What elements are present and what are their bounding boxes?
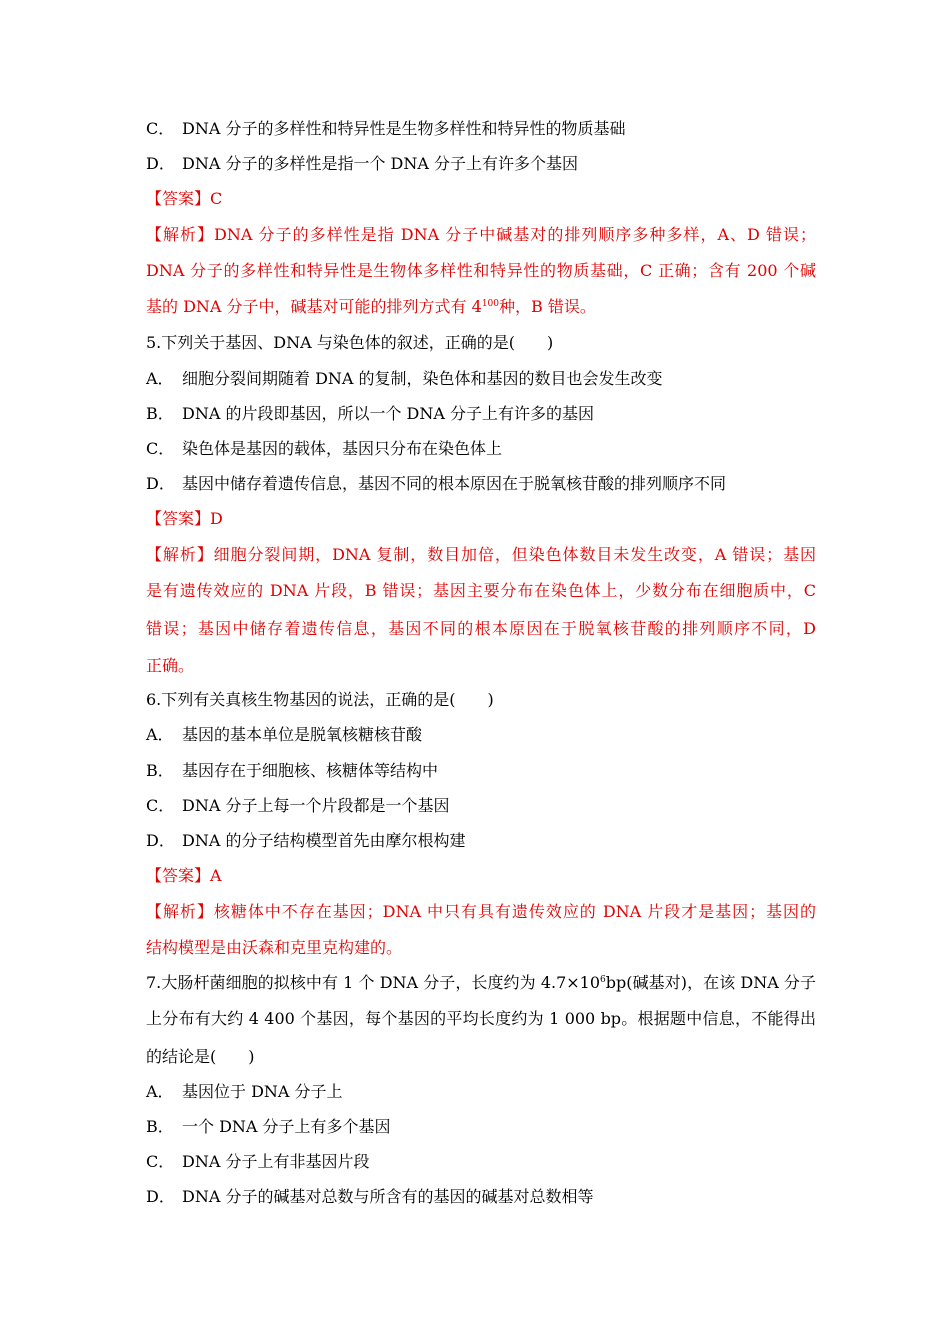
q7-stem-line-3: 的结论是( ): [146, 1047, 255, 1066]
analysis-text: 种，B 错误。: [499, 297, 596, 316]
q4-analysis-line-2: DNA 分子的多样性和特异性是生物体多样性和特异性的物质基础，C 正确；含有 200 个碱: [146, 261, 816, 280]
q4-option-c: [146, 119, 816, 139]
option-label: D．: [146, 831, 175, 850]
option-text: DNA 分子的多样性是指一个 DNA 分子上有许多个基因: [182, 154, 579, 173]
stem-text: bp(碱基对)，在该 DNA 分子: [605, 973, 816, 992]
q6-analysis-line-1: 【解析】核糖体中不存在基因；DNA 中只有具有遗传效应的 DNA 片段才是基因；基因的: [146, 902, 816, 921]
q5-analysis-line-1: 【解析】细胞分裂间期，DNA 复制，数目加倍，但染色体数目未发生改变，A 错误；基因: [146, 545, 816, 564]
q6-analysis-line-2: 结构模型是由沃森和克里克构建的。: [146, 938, 403, 957]
option-label: A．: [146, 369, 174, 388]
superscript: 100: [481, 299, 500, 309]
q5-analysis-line-3: 错误；基因中储存着遗传信息，基因不同的根本原因在于脱氧核苷酸的排列顺序不同，D: [146, 619, 816, 638]
q6-option-b: [146, 761, 816, 781]
stem-text: 7.大肠杆菌细胞的拟核中有 1 个 DNA 分子，长度约为 4.7×10: [146, 973, 601, 992]
superscript: 6: [600, 975, 606, 985]
option-label: C．: [146, 1152, 175, 1171]
q5-stem: 5.下列关于基因、DNA 与染色体的叙述，正确的是( ): [146, 333, 554, 352]
option-label: D．: [146, 154, 175, 173]
q6-stem: 6.下列有关真核生物基因的说法，正确的是( ): [146, 690, 494, 709]
option-text: DNA 分子的多样性和特异性是生物多样性和特异性的物质基础: [182, 119, 626, 138]
option-text: DNA 的分子结构模型首先由摩尔根构建: [182, 831, 466, 850]
option-text: 染色体是基因的载体，基因只分布在染色体上: [182, 439, 503, 458]
option-text: DNA 分子的碱基对总数与所含有的基因的碱基对总数相等: [182, 1187, 594, 1206]
option-label: C．: [146, 439, 175, 458]
analysis-text: 基的 DNA 分子中，碱基对可能的排列方式有 4: [146, 297, 482, 316]
q7-option-c: [146, 1152, 816, 1172]
option-label: B．: [146, 761, 174, 780]
q5-option-d: [146, 474, 816, 494]
q7-stem-line-2: 上分布有大约 4 400 个基因，每个基因的平均长度约为 1 000 bp。根据题中信息，不能得出: [146, 1009, 816, 1028]
option-text: DNA 分子上每一个片段都是一个基因: [182, 796, 450, 815]
q4-analysis-line-3: [146, 297, 816, 317]
option-text: 基因的基本单位是脱氧核糖核苷酸: [182, 725, 423, 744]
option-text: DNA 分子上有非基因片段: [182, 1152, 370, 1171]
q5-analysis-line-2: 是有遗传效应的 DNA 片段，B 错误；基因主要分布在染色体上，少数分布在细胞质中，C: [146, 581, 816, 600]
q6-option-c: [146, 796, 816, 816]
q4-option-d: [146, 154, 816, 174]
q6-answer: 【答案】A: [146, 866, 222, 885]
q7-option-d: [146, 1187, 816, 1207]
q4-analysis-line-1: 【解析】DNA 分子的多样性是指 DNA 分子中碱基对的排列顺序多种多样，A、D 错误；: [146, 225, 816, 244]
q7-option-b: [146, 1117, 816, 1137]
option-label: B．: [146, 404, 174, 423]
option-text: 细胞分裂间期随着 DNA 的复制，染色体和基因的数目也会发生改变: [182, 369, 663, 388]
option-label: D．: [146, 474, 175, 493]
q5-option-c: [146, 439, 816, 459]
option-text: 基因位于 DNA 分子上: [182, 1082, 343, 1101]
q4-answer: 【答案】C: [146, 189, 223, 208]
q5-analysis-line-4: 正确。: [146, 656, 195, 675]
option-label: A．: [146, 1082, 174, 1101]
option-label: C．: [146, 796, 175, 815]
option-text: 基因中储存着遗传信息，基因不同的根本原因在于脱氧核苷酸的排列顺序不同: [182, 474, 727, 493]
option-label: B．: [146, 1117, 174, 1136]
q5-option-b: [146, 404, 816, 424]
option-text: 基因存在于细胞核、核糖体等结构中: [182, 761, 439, 780]
q6-option-a: [146, 725, 816, 745]
q7-option-a: [146, 1082, 816, 1102]
q6-option-d: [146, 831, 816, 851]
option-text: DNA 的片段即基因，所以一个 DNA 分子上有许多的基因: [182, 404, 595, 423]
q5-answer: 【答案】D: [146, 509, 223, 528]
option-label: C．: [146, 119, 175, 138]
q5-option-a: [146, 369, 816, 389]
option-text: 一个 DNA 分子上有多个基因: [182, 1117, 391, 1136]
option-label: D．: [146, 1187, 175, 1206]
option-label: A．: [146, 725, 174, 744]
q7-stem-line-1: [146, 973, 816, 993]
